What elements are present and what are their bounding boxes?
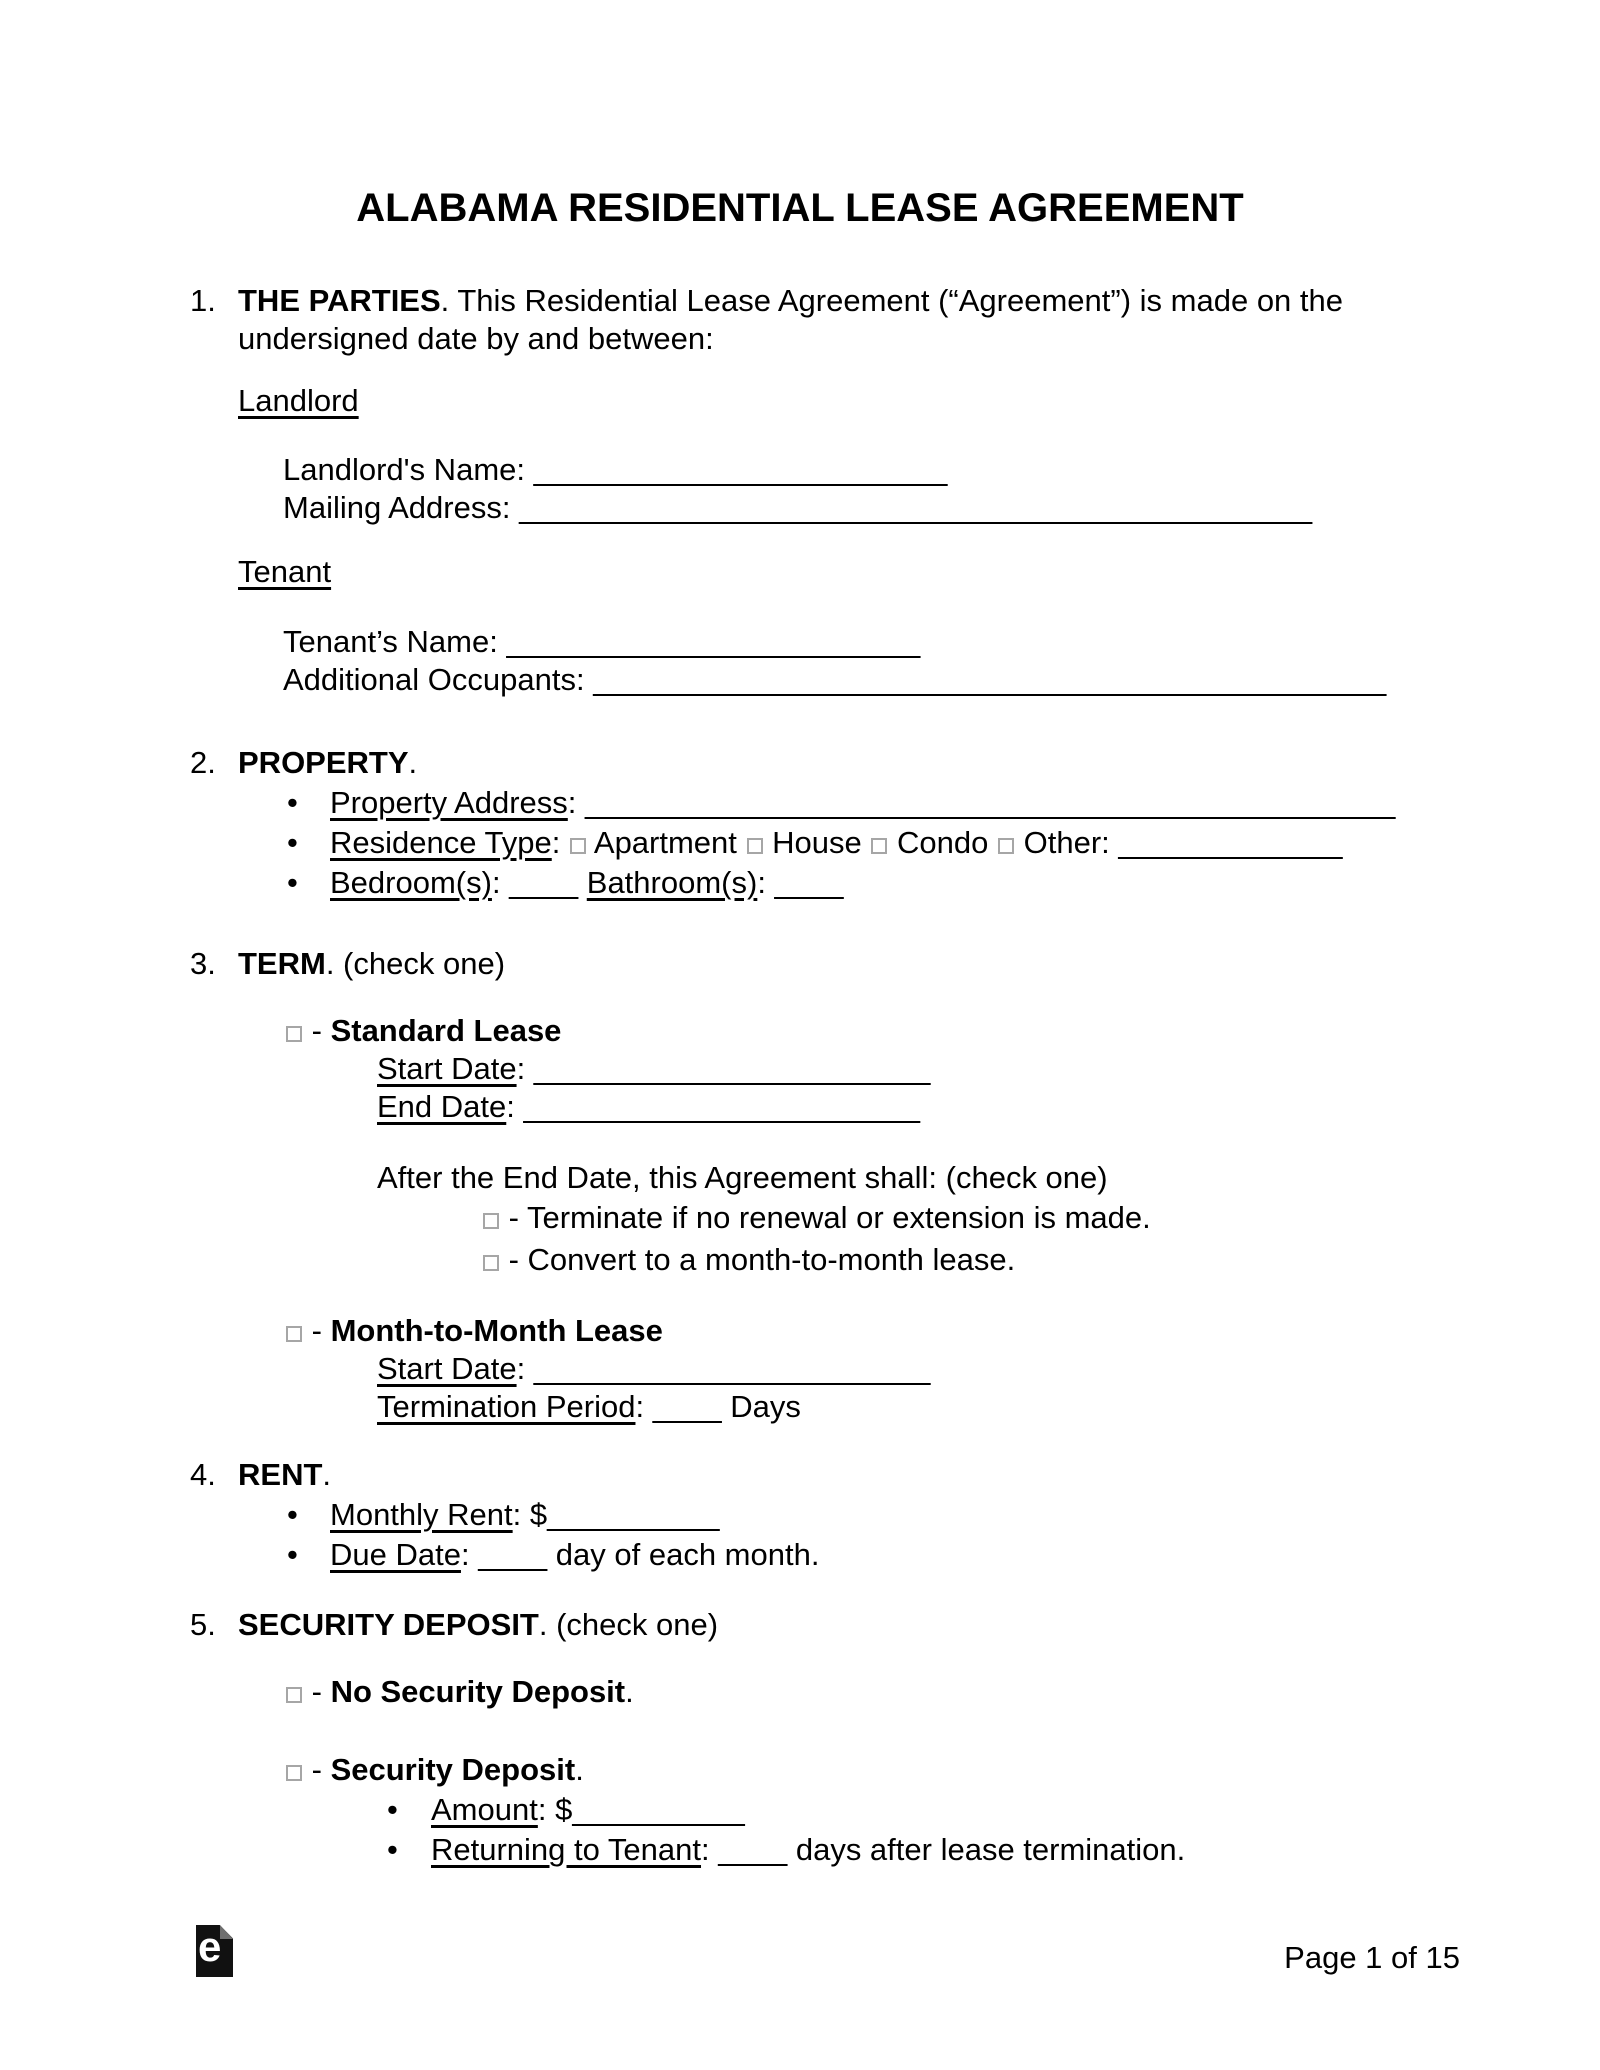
start-date-label: Start Date: [377, 1351, 517, 1386]
due-date-item: [285, 1536, 1460, 1574]
section-term: [190, 945, 1460, 1426]
additional-occupants-line: [283, 661, 1460, 699]
option-other-label: Other:: [1023, 825, 1110, 860]
property-heading-line: [238, 744, 1460, 782]
landlord-subsection: [238, 382, 1460, 420]
rent-bullets: [285, 1496, 1460, 1574]
residence-type-item: [285, 824, 1460, 862]
option-convert-line: [482, 1241, 1460, 1279]
colon: :: [551, 825, 569, 860]
checkbox-condo[interactable]: [871, 838, 887, 854]
parties-paragraph: [238, 282, 1460, 358]
section-security-deposit: [190, 1606, 1460, 1869]
option-convert-label: - Convert to a month-to-month lease.: [500, 1242, 1016, 1277]
period: .: [575, 1752, 584, 1787]
after-end-date-line: After the End Date, this Agreement shall: (check one): [377, 1160, 1108, 1195]
blank-standard-start-date[interactable]: _______________________: [533, 1051, 931, 1086]
residence-type-label: Residence Type: [330, 825, 552, 860]
colon: :: [635, 1389, 653, 1424]
colon: :: [516, 452, 534, 487]
tenant-name-label: Tenant’s Name: [283, 624, 490, 659]
checkbox-house[interactable]: [747, 838, 763, 854]
property-bullets: [285, 784, 1460, 902]
page-number: Page 1 of 15: [1284, 1940, 1460, 1975]
term-heading: TERM: [238, 946, 326, 981]
section-number: 2.: [190, 745, 216, 780]
checkbox-month-to-month[interactable]: [286, 1326, 302, 1342]
section-rent: [190, 1456, 1460, 1574]
colon: :: [757, 865, 775, 900]
month-to-month-fields: [377, 1350, 1460, 1426]
termination-period-label: Termination Period: [377, 1389, 636, 1424]
returning-suffix: days after lease termination.: [787, 1832, 1186, 1867]
blank-bedrooms[interactable]: ____: [509, 865, 579, 900]
monthly-rent-item: [285, 1496, 1460, 1534]
checkbox-security-deposit[interactable]: [286, 1765, 302, 1781]
blank-tenant-name[interactable]: ________________________: [506, 624, 921, 659]
folded-corner: [220, 1925, 233, 1939]
month-to-month-line: [285, 1312, 1460, 1350]
blank-deposit-amount[interactable]: __________: [572, 1792, 745, 1827]
returning-to-tenant-item: [385, 1831, 1460, 1869]
landlord-fields: [283, 451, 1460, 527]
checkbox-no-security-deposit[interactable]: [286, 1687, 302, 1703]
section-number: 3.: [190, 946, 216, 981]
landlord-name-label: Landlord's Name: [283, 452, 517, 487]
eforms-logo: [196, 1925, 233, 1977]
mailing-address-line: [283, 489, 1460, 527]
colon: :: [491, 865, 510, 900]
option-terminate-label: - Terminate if no renewal or extension is made.: [500, 1200, 1151, 1235]
checkbox-terminate-option[interactable]: [483, 1213, 499, 1229]
start-date-label: Start Date: [377, 1051, 517, 1086]
colon-dollar: : $: [512, 1497, 548, 1532]
standard-end-date-line: [377, 1088, 1460, 1126]
option-condo-label: Condo: [897, 825, 989, 860]
termination-period-line: [377, 1388, 1460, 1426]
dash: -: [303, 1752, 331, 1787]
checkbox-apartment[interactable]: [570, 838, 586, 854]
period: .: [625, 1674, 634, 1709]
rent-heading-line: [238, 1456, 1460, 1494]
checkbox-standard-lease[interactable]: [286, 1026, 302, 1042]
standard-lease-fields: [377, 1050, 1460, 1126]
heading-suffix: . (check one): [538, 1607, 719, 1642]
standard-lease-label: Standard Lease: [330, 1013, 562, 1048]
section-number: 1.: [190, 283, 216, 318]
tenant-fields: [283, 623, 1460, 699]
checkbox-other[interactable]: [998, 838, 1014, 854]
blank-residence-other[interactable]: _____________: [1118, 825, 1343, 860]
dash: -: [303, 1013, 331, 1048]
blank-mailing-address[interactable]: ______________________________________________: [519, 490, 1313, 525]
property-address-label: Property Address: [330, 785, 568, 820]
section-property: [190, 744, 1460, 902]
deposit-heading-line: [238, 1606, 1460, 1644]
due-date-suffix: day of each month.: [547, 1537, 820, 1572]
heading-suffix: . (check one): [325, 946, 506, 981]
standard-start-date-line: [377, 1050, 1460, 1088]
colon: :: [506, 1089, 524, 1124]
due-date-label: Due Date: [330, 1537, 461, 1572]
blank-monthly-rent[interactable]: __________: [547, 1497, 720, 1532]
colon: :: [516, 1351, 534, 1386]
dash: -: [303, 1674, 331, 1709]
eforms-logo-letter: e: [198, 1923, 222, 1970]
heading-period: .: [408, 745, 418, 780]
deposit-amount-item: [385, 1791, 1460, 1829]
section-number: 5.: [190, 1607, 216, 1642]
bedroom-bathroom-item: [285, 864, 1460, 902]
termination-period-suffix: Days: [721, 1389, 801, 1424]
term-heading-line: [238, 945, 1460, 983]
blank-due-date[interactable]: ____: [478, 1537, 548, 1572]
blank-property-address[interactable]: _______________________________________________: [585, 785, 1396, 820]
parties-heading: THE PARTIES: [238, 283, 441, 318]
monthly-rent-label: Monthly Rent: [330, 1497, 513, 1532]
colon: :: [575, 662, 594, 697]
end-date-label: End Date: [377, 1089, 507, 1124]
blank-m2m-start-date[interactable]: _______________________: [533, 1351, 931, 1386]
colon-dollar: : $: [537, 1792, 573, 1827]
tenant-name-line: [283, 623, 1460, 661]
colon: :: [516, 1051, 534, 1086]
landlord-heading: Landlord: [238, 383, 359, 418]
returning-to-tenant-label: Returning to Tenant: [431, 1832, 702, 1867]
no-security-deposit-line: [285, 1673, 1460, 1711]
colon: :: [460, 1537, 479, 1572]
additional-occupants-label: Additional Occupants: [283, 662, 576, 697]
blank-bathrooms[interactable]: ____: [774, 865, 844, 900]
dash: -: [303, 1313, 331, 1348]
document-title: ALABAMA RESIDENTIAL LEASE AGREEMENT: [356, 186, 1244, 230]
option-terminate-line: [482, 1199, 1460, 1237]
property-heading: PROPERTY: [238, 745, 409, 780]
heading-period: .: [322, 1457, 332, 1492]
blank-standard-end-date[interactable]: _______________________: [523, 1089, 921, 1124]
no-security-deposit-label: No Security Deposit: [330, 1674, 626, 1709]
security-deposit-line: [285, 1751, 1460, 1789]
colon: :: [489, 624, 507, 659]
colon: :: [701, 1832, 719, 1867]
checkbox-convert-option[interactable]: [483, 1255, 499, 1271]
section-number: 4.: [190, 1457, 216, 1492]
tenant-subsection: [238, 553, 1460, 591]
colon: :: [501, 490, 520, 525]
section-parties: [190, 282, 1460, 699]
rent-heading: RENT: [238, 1457, 323, 1492]
blank-termination-period[interactable]: ____: [652, 1389, 722, 1424]
deposit-heading: SECURITY DEPOSIT: [238, 1607, 539, 1642]
blank-landlord-name[interactable]: ________________________: [533, 452, 948, 487]
blank-additional-occupants[interactable]: ______________________________________________: [593, 662, 1387, 697]
blank-return-days[interactable]: ____: [718, 1832, 788, 1867]
colon: :: [567, 785, 586, 820]
tenant-heading: Tenant: [238, 554, 332, 589]
month-to-month-label: Month-to-Month Lease: [330, 1313, 663, 1348]
mailing-address-label: Mailing Address: [283, 490, 502, 525]
m2m-start-date-line: [377, 1350, 1460, 1388]
bathroom-label: Bathroom(s): [586, 865, 758, 900]
bedroom-label: Bedroom(s): [330, 865, 492, 900]
security-deposit-label: Security Deposit: [330, 1752, 576, 1787]
deposit-amount-label: Amount: [431, 1792, 538, 1827]
parties-text-line2: undersigned date by and between:: [238, 321, 714, 356]
parties-text-line1: . This Residential Lease Agreement (“Agreement”) is made on the: [440, 283, 1344, 318]
landlord-name-line: [283, 451, 1460, 489]
standard-lease-line: [285, 1012, 1460, 1050]
property-address-item: [285, 784, 1460, 822]
option-apartment-label: Apartment: [593, 825, 737, 860]
security-deposit-bullets: [385, 1791, 1460, 1869]
option-house-label: House: [772, 825, 862, 860]
